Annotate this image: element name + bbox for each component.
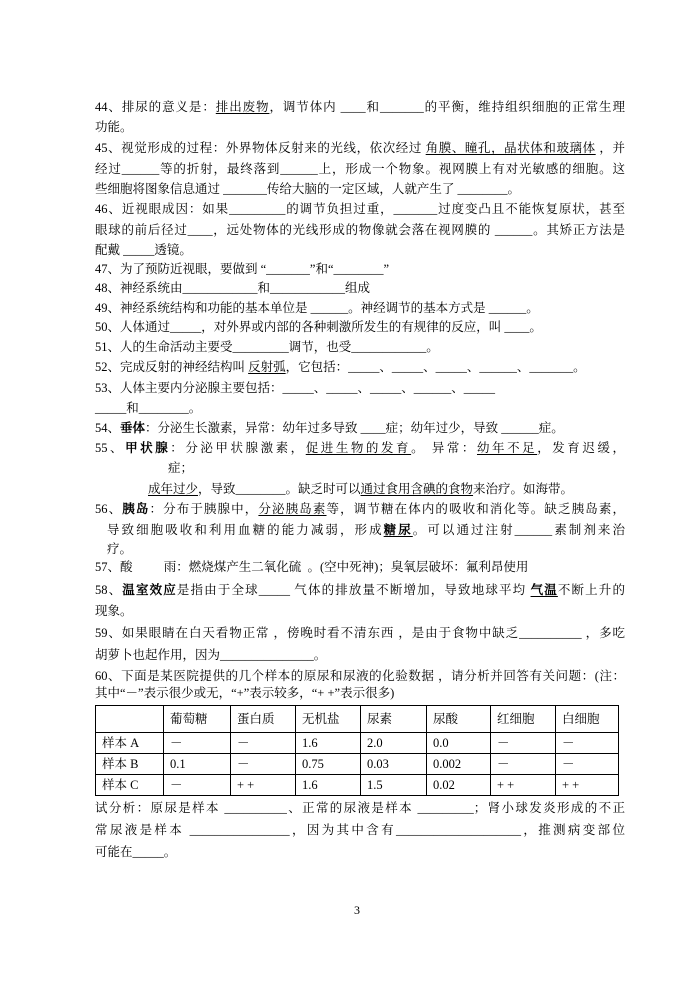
question-line — [95, 378, 495, 398]
question-line — [148, 479, 573, 499]
urine-analysis-table — [95, 705, 619, 796]
question-text: 44、排尿的意义是： — [95, 100, 216, 114]
question-line — [95, 683, 394, 703]
table-cell: 0.1 — [164, 754, 231, 775]
question-line — [95, 557, 528, 577]
table-header-cell: 尿素 — [361, 706, 427, 733]
key-term: 甲状腺 — [125, 441, 171, 455]
underlined-answer: 幼年不足 — [476, 441, 538, 455]
key-term: 气温 — [530, 583, 558, 597]
table-cell: － — [231, 754, 296, 775]
question-line — [107, 539, 132, 559]
key-term: 温室效应 — [122, 583, 177, 597]
question-text: 。可以通过注射______素制剂来治 — [412, 523, 625, 537]
table-cell: － — [164, 775, 231, 796]
key-term: 胰岛 — [122, 502, 150, 516]
question-text: 些细胞将图象信息通过 _______传给大脑的一定区域，人就产生了 ________。 — [95, 182, 521, 196]
underlined-answer: 成年过少 — [148, 482, 199, 496]
key-term: 糖尿 — [383, 523, 413, 537]
question-line — [95, 418, 564, 438]
question-text: 疗。 — [107, 542, 133, 556]
table-header-cell: 红细胞 — [491, 706, 556, 733]
underlined-answer: 分泌胰岛素 — [258, 502, 327, 516]
question-text: 58、 — [95, 583, 123, 597]
question-text: 47、为了预防近视眼，要做到 “_______”和“________” — [95, 262, 390, 276]
question-line — [95, 438, 625, 458]
question-line — [95, 97, 625, 117]
question-text: 53、人体主要内分泌腺主要包括：_____、_____、_____、______、_____ — [95, 381, 496, 395]
table-header-cell: 蛋白质 — [231, 706, 296, 733]
question-text: ，调节体内 ____和_______的平衡，维持组织细胞的正常生理 — [269, 100, 625, 114]
question-line — [95, 798, 625, 818]
table-row — [96, 733, 619, 754]
question-line — [95, 499, 625, 519]
question-text: 48、神经系统由____________和____________组成 — [95, 281, 371, 295]
question-line — [95, 159, 625, 179]
table-corner-cell — [96, 706, 164, 733]
underlined-answer: 反射弧 — [248, 360, 286, 374]
table-cell: － — [556, 754, 619, 775]
table-cell: 1.6 — [296, 775, 361, 796]
question-text: 等，调节糖在体内的吸收和消化等。缺乏胰岛素， — [326, 502, 625, 516]
question-text: 经过______等的折射，最终落到______上，形成一个物象。视网膜上有对光敏感的细胞。这 — [95, 162, 625, 176]
question-line — [95, 337, 439, 357]
table-cell: 0.002 — [427, 754, 491, 775]
question-text: 配戴 _____透镜。 — [95, 243, 192, 257]
question-line — [168, 458, 193, 478]
question-text: ：分泌甲状腺激素， — [170, 441, 306, 455]
page-number: 3 — [354, 903, 360, 917]
question-text: 现象。 — [95, 604, 133, 618]
table-header-cell: 葡萄糖 — [164, 706, 231, 733]
question-text: 57、酸 雨：燃烧煤产生二氧化硫 。(空中死神)；臭氧层破坏：氟利昂使用 — [95, 560, 529, 574]
question-text: 可能在_____。 — [95, 845, 177, 859]
question-text: _____和________。 — [95, 401, 202, 415]
question-text: 试分析：原尿是样本 __________、正常的尿液是样本 _________；肾小球发炎形成的不正 — [95, 801, 625, 815]
underlined-answer: 角膜、瞳孔，晶状体和玻璃体 — [425, 141, 596, 155]
table-cell: － — [491, 733, 556, 754]
question-text: 症； — [168, 461, 194, 475]
table-header-cell: 白细胞 — [556, 706, 619, 733]
table-cell: 0.0 — [427, 733, 491, 754]
question-line — [95, 601, 133, 621]
table-header-row — [96, 706, 619, 733]
question-line — [95, 240, 192, 260]
question-line — [95, 117, 133, 137]
question-text: 54、 — [95, 421, 121, 435]
table-row — [96, 754, 619, 775]
question-text: 。 异常： — [411, 441, 477, 455]
table-cell: 2.0 — [361, 733, 427, 754]
table-header-cell: 尿酸 — [427, 706, 491, 733]
table-header-cell: 无机盐 — [296, 706, 361, 733]
question-line — [95, 842, 176, 862]
question-text: ，它包括：_____、_____、_____、______、_______。 — [285, 360, 586, 374]
question-line — [95, 220, 625, 240]
question-text: 常尿液是样本 ________________，因为其中含有____________________，推测病变部位 — [95, 823, 625, 837]
question-text: 51、人的生命活动主要受_________调节，也受____________。 — [95, 340, 439, 354]
key-term: 垂体 — [120, 421, 146, 435]
table-cell: － — [164, 733, 231, 754]
question-line — [95, 623, 625, 643]
question-text: 56、 — [95, 502, 123, 516]
question-text: 来治疗。如海带。 — [473, 482, 574, 496]
question-text: ，发育迟缓， — [537, 441, 625, 455]
question-line — [95, 179, 520, 199]
question-text: 其中“－”表示很少或无，“+”表示较多，“+ +”表示很多) — [95, 686, 395, 700]
question-line — [95, 298, 539, 318]
table-cell: － — [491, 754, 556, 775]
question-text: 55、 — [95, 441, 126, 455]
table-cell: 1.6 — [296, 733, 361, 754]
question-text: ，导致________。缺乏时可以 — [198, 482, 361, 496]
table-cell: + + — [556, 775, 619, 796]
question-line — [95, 278, 370, 298]
table-cell: + + — [491, 775, 556, 796]
question-line — [95, 259, 389, 279]
sample-label-cell: 样本 A — [96, 733, 164, 754]
question-text: 不断上升的 — [557, 583, 625, 597]
question-line — [95, 138, 625, 158]
question-text: 59、如果眼睛在白天看物正常 ，傍晚时看不清东西 ，是由于食物中缺乏__________ ，多吃 — [95, 626, 625, 640]
question-line — [95, 199, 625, 219]
question-text: 胡萝卜也起作用，因为_______________。 — [95, 648, 327, 662]
table-cell: 0.75 — [296, 754, 361, 775]
question-text: 眼球的前后径过____，远处物体的光线形成的物像就会落在视网膜的 ______。其矫正方法是 — [95, 223, 625, 237]
question-text: 是指由于全球_____ 气体的排放量不断增加，导致地球平均 — [176, 583, 531, 597]
table-cell: － — [556, 733, 619, 754]
table-cell: － — [231, 733, 296, 754]
question-line — [95, 820, 625, 840]
underlined-answer: 排出废物 — [215, 100, 270, 114]
question-text: 60、下面是某医院提供的几个样本的原尿和尿液的化验数据 ，请分析并回答有关问题：(注： — [95, 669, 625, 683]
question-line — [107, 520, 625, 540]
table-cell: + + — [231, 775, 296, 796]
table-cell: 1.5 — [361, 775, 427, 796]
question-line — [95, 357, 586, 377]
question-text: 45、视觉形成的过程：外界物体反射来的光线，依次经过 — [95, 141, 426, 155]
sample-label-cell: 样本 C — [96, 775, 164, 796]
question-line — [95, 317, 542, 337]
table-row — [96, 775, 619, 796]
table-cell: 0.03 — [361, 754, 427, 775]
question-text: 46、近视眼成因：如果_________的调节负担过重，_______过度变凸且不能恢复原状，甚至 — [95, 202, 625, 216]
question-line — [95, 398, 201, 418]
question-text: 导致细胞吸收和利用血糖的能力减弱，形成 — [107, 523, 384, 537]
underlined-answer: 通过食用含碘的食物 — [360, 482, 474, 496]
underlined-answer: 促进生物的发育 — [305, 441, 412, 455]
question-text: 49、神经系统结构和功能的基本单位是 ______。神经调节的基本方式是 ______。 — [95, 301, 539, 315]
table-cell: 0.02 — [427, 775, 491, 796]
question-text: 52、完成反射的神经结构叫 — [95, 360, 249, 374]
question-text: ，并 — [595, 141, 625, 155]
sample-label-cell: 样本 B — [96, 754, 164, 775]
question-text: ：分泌生长激素，异常：幼年过多导致 ____症；幼年过少，导致 ______症。 — [145, 421, 564, 435]
question-line — [95, 645, 326, 665]
question-line — [95, 580, 625, 600]
question-text: 50、人体通过_____，对外界或内部的各种刺激所发生的有规律的反应，叫 ____。 — [95, 320, 542, 334]
question-text: 功能。 — [95, 120, 133, 134]
question-text: ：分布于胰腺中， — [149, 502, 259, 516]
